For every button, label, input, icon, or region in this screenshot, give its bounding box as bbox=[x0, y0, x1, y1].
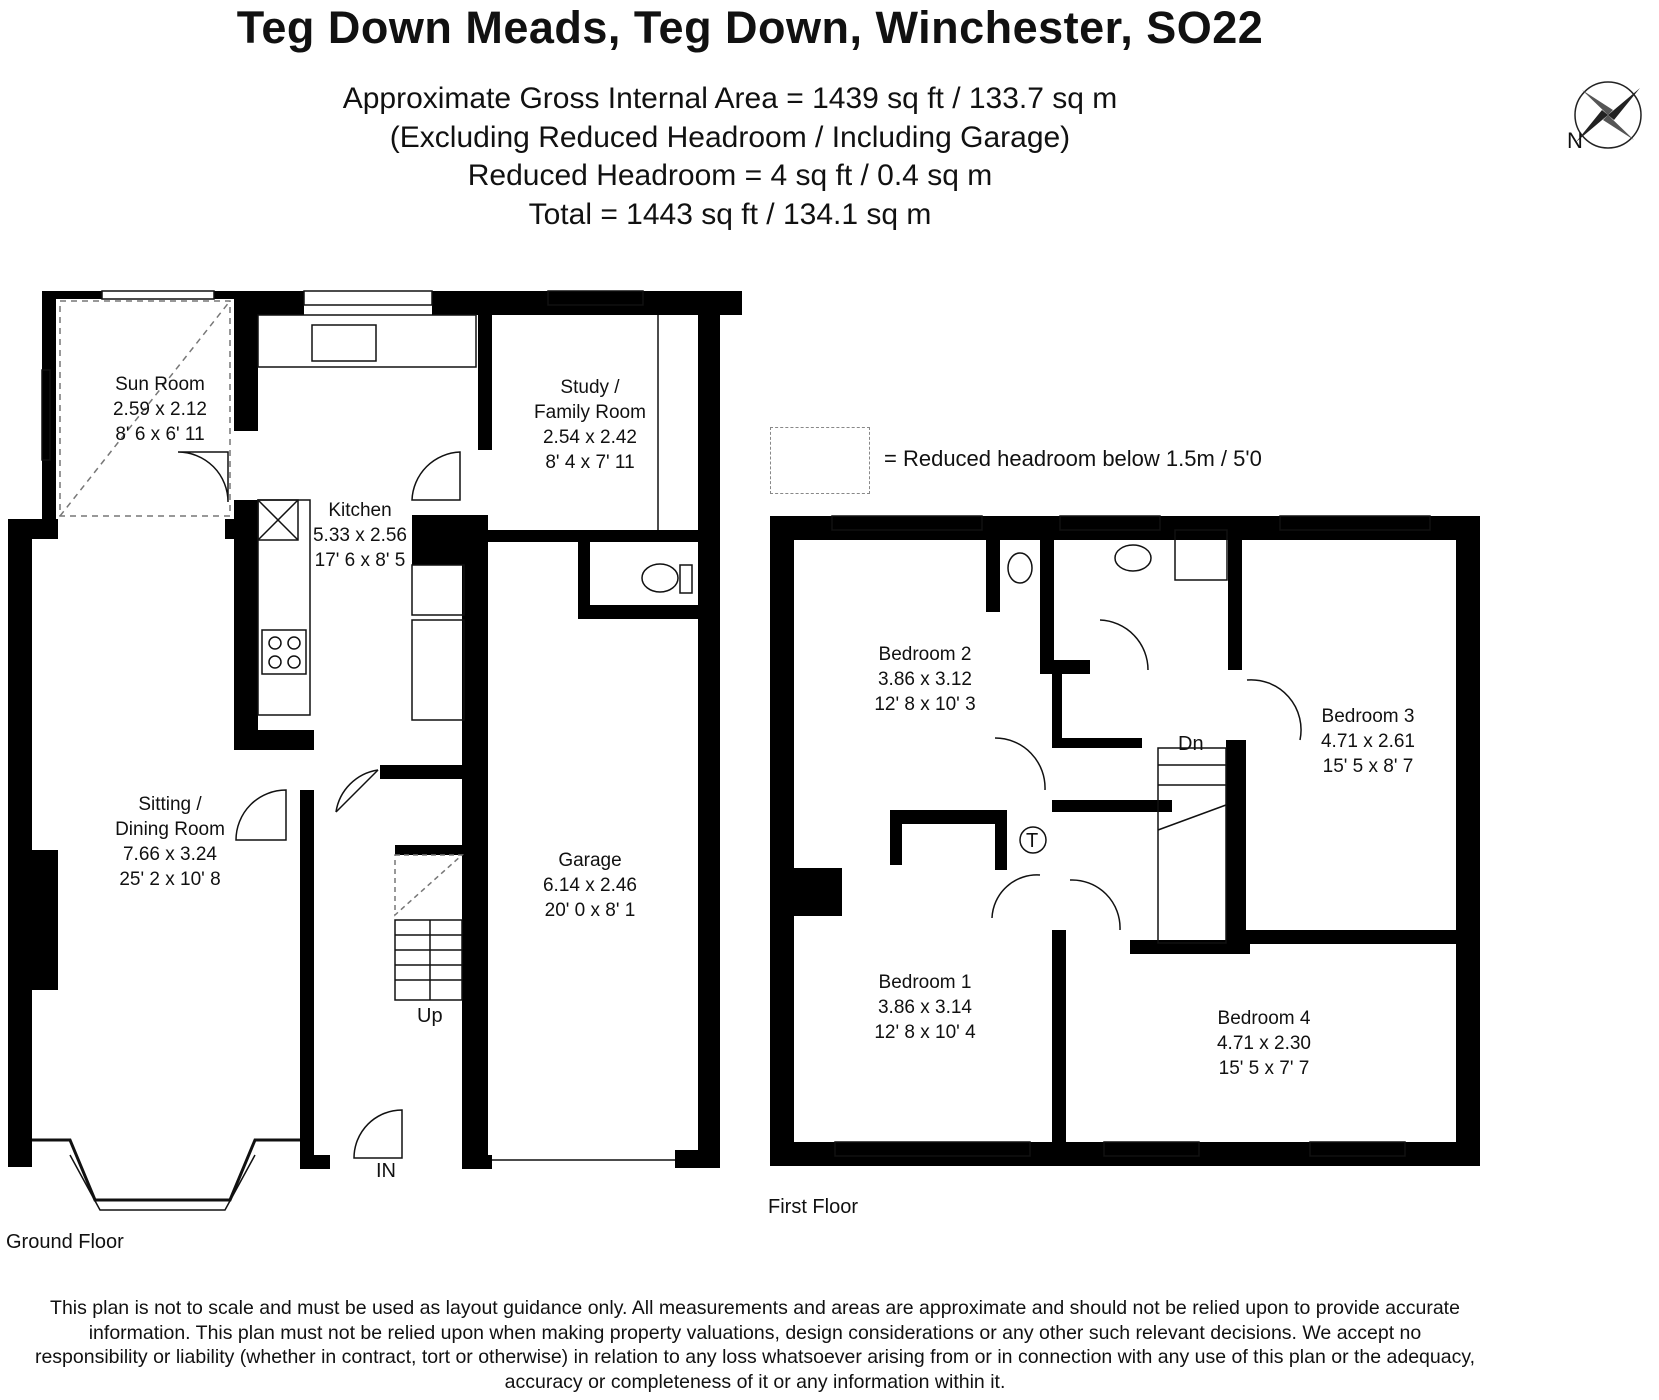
tank-label: T bbox=[1026, 830, 1039, 852]
room-label-garage bbox=[520, 848, 660, 923]
room-imperial: 15' 5 x 7' 7 bbox=[1218, 1058, 1310, 1079]
room-imperial: 8' 6 x 6' 11 bbox=[115, 424, 205, 445]
legend-text: = Reduced headroom below 1.5m / 5'0 bbox=[884, 446, 1262, 471]
room-metric: 3.86 x 3.12 bbox=[877, 669, 973, 690]
room-imperial: 17' 6 x 8' 5 bbox=[314, 550, 406, 571]
room-name: Bedroom 1 bbox=[878, 972, 972, 993]
room-name: Bedroom 4 bbox=[1217, 1008, 1311, 1029]
room-name: Study / bbox=[560, 377, 620, 398]
room-metric: 4.71 x 2.61 bbox=[1320, 731, 1416, 752]
room-label-bedroom-1 bbox=[855, 970, 995, 1045]
room-label-bedroom-2 bbox=[855, 642, 995, 717]
stairs-up-label: Up bbox=[417, 1005, 443, 1027]
room-name-2: Dining Room bbox=[115, 819, 225, 840]
room-imperial: 12' 8 x 10' 4 bbox=[874, 1022, 976, 1043]
stairs-down-label: Dn bbox=[1178, 733, 1204, 755]
first-floor-details bbox=[832, 516, 1430, 1156]
room-name: Sun Room bbox=[115, 374, 205, 395]
room-metric: 7.66 x 3.24 bbox=[122, 844, 218, 865]
ground-floor-caption: Ground Floor bbox=[6, 1231, 124, 1253]
room-metric: 3.86 x 3.14 bbox=[877, 997, 973, 1018]
room-name: Kitchen bbox=[328, 500, 392, 521]
room-name: Garage bbox=[558, 850, 622, 871]
disclaimer-text: This plan is not to scale and must be used as layout guidance only. All measurements and areas are approximate and should not be relied upon to provide accurate information. This plan must not be relied upon when making property valuations, design considerations or any other such relevant decisions. We accept no responsibility or liability (whether in contract, tort or otherwise) in relation to any loss whatsoever arising from or in connection with any use of this plan or the adequacy, accuracy or completeness of it or any information within it. bbox=[34, 1297, 1476, 1393]
first-floor-walls bbox=[770, 516, 1480, 1166]
room-metric: 2.59 x 2.12 bbox=[112, 399, 208, 420]
area-line-2: (Excluding Reduced Headroom / Including Garage) bbox=[389, 120, 1071, 154]
room-name: Bedroom 2 bbox=[878, 644, 972, 665]
room-imperial: 15' 5 x 8' 7 bbox=[1322, 756, 1414, 777]
room-imperial: 8' 4 x 7' 11 bbox=[545, 452, 635, 473]
room-imperial: 20' 0 x 8' 1 bbox=[544, 900, 636, 921]
room-name: Bedroom 3 bbox=[1321, 706, 1415, 727]
room-label-kitchen bbox=[290, 498, 430, 573]
room-label-study bbox=[510, 375, 670, 475]
room-metric: 6.14 x 2.46 bbox=[542, 875, 638, 896]
room-metric: 2.54 x 2.42 bbox=[542, 427, 638, 448]
room-label-sun-room bbox=[80, 372, 240, 447]
room-metric: 4.71 x 2.30 bbox=[1216, 1033, 1312, 1054]
area-line-3: Reduced Headroom = 4 sq ft / 0.4 sq m bbox=[467, 159, 993, 192]
room-label-bedroom-3 bbox=[1298, 704, 1438, 779]
room-label-sitting-room bbox=[90, 792, 250, 892]
room-metric: 5.33 x 2.56 bbox=[312, 525, 408, 546]
room-name: Sitting / bbox=[138, 794, 202, 815]
area-line-4: Total = 1443 sq ft / 134.1 sq m bbox=[528, 197, 932, 231]
first-floor-caption: First Floor bbox=[768, 1196, 858, 1218]
room-name-2: Family Room bbox=[534, 402, 646, 423]
room-imperial: 12' 8 x 10' 3 bbox=[874, 694, 976, 715]
room-imperial: 25' 2 x 10' 8 bbox=[119, 869, 221, 890]
entrance-label: IN bbox=[376, 1160, 396, 1182]
room-label-bedroom-4 bbox=[1194, 1006, 1334, 1081]
area-line-1: Approximate Gross Internal Area = 1439 sq ft / 133.7 sq m bbox=[342, 82, 1118, 115]
plan-title: Teg Down Meads, Teg Down, Winchester, SO22 bbox=[236, 2, 1264, 53]
compass-north-label: N bbox=[1567, 128, 1583, 153]
